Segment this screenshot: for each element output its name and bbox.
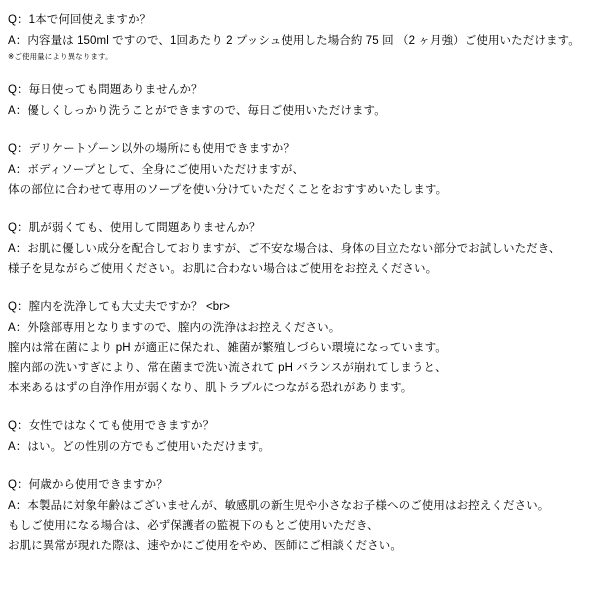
faq-answer-line: お肌に異常が現れた際は、速やかにご使用をやめ、医師にご相談ください。 xyxy=(8,540,402,552)
faq-item xyxy=(8,80,592,121)
faq-question: Q：デリケートゾーン以外の場所にも使用できますか？ xyxy=(8,143,295,155)
faq-answer-line: 膣内部の洗いすぎにより、常在菌まで洗い流されて pH バランスが崩れてしまうと、 xyxy=(8,362,447,374)
faq-answer-line: A：優しくしっかり洗うことができますので、毎日ご使用いただけます。 xyxy=(8,105,386,117)
faq-question: Q：女性ではなくても使用できますか？ xyxy=(8,420,215,432)
faq-answer-line: 様子を見ながらご使用ください。お肌に合わない場合はご使用をお控えください。 xyxy=(8,263,438,275)
faq-question: Q：肌が弱くても、使用して問題ありませんか？ xyxy=(8,222,261,234)
faq-question: Q：膣内を洗浄しても大丈夫ですか？ <br> xyxy=(8,301,230,313)
faq-answer-line: A：お肌に優しい成分を配合しておりますが、ご不安な場合は、身体の目立たない部分でお試しいただき、 xyxy=(8,243,561,255)
faq-answer-line: A：はい。どの性別の方でもご使用いただけます。 xyxy=(8,441,271,453)
faq-item xyxy=(8,218,592,279)
faq-question: Q：何歳から使用できますか？ xyxy=(8,479,168,491)
faq-list xyxy=(8,10,592,556)
faq-answer-line: 膣内は常在菌により pH が適正に保たれ、雑菌が繁殖しづらい環境になっています。 xyxy=(8,342,447,354)
faq-item xyxy=(8,475,592,556)
faq-question: Q：毎日使っても問題ありませんか？ xyxy=(8,84,203,96)
faq-answer-line: A：内容量は 150ml ですので、1回あたり 2 プッシュ使用した場合約 75 回 （2 ヶ月強）ご使用いただけます。 xyxy=(8,35,580,47)
faq-question: Q：1本で何回使えますか？ xyxy=(8,14,152,26)
faq-answer-line: A：ボディソープとして、全身にご使用いただけますが、 xyxy=(8,164,305,176)
faq-item xyxy=(8,416,592,457)
faq-answer-line: A：外陰部専用となりますので、膣内の洗浄はお控えください。 xyxy=(8,322,341,334)
faq-answer-line: 本来あるはずの自浄作用が弱くなり、肌トラブルにつながる恐れがあります。 xyxy=(8,382,413,394)
faq-answer-line: もしご使用になる場合は、必ず保護者の監視下のもとご使用いただき、 xyxy=(8,520,379,532)
faq-item xyxy=(8,297,592,398)
faq-answer-line: 体の部位に合わせて専用のソープを使い分けていただくことをおすすめいたします。 xyxy=(8,184,448,196)
faq-item xyxy=(8,10,592,62)
faq-footnote: ※ご使用量により異なります。 xyxy=(8,52,113,61)
faq-answer-line: A：本製品に対象年齢はございませんが、敏感肌の新生児や小さなお子様へのご使用はお控えください。 xyxy=(8,500,550,512)
faq-item xyxy=(8,139,592,200)
